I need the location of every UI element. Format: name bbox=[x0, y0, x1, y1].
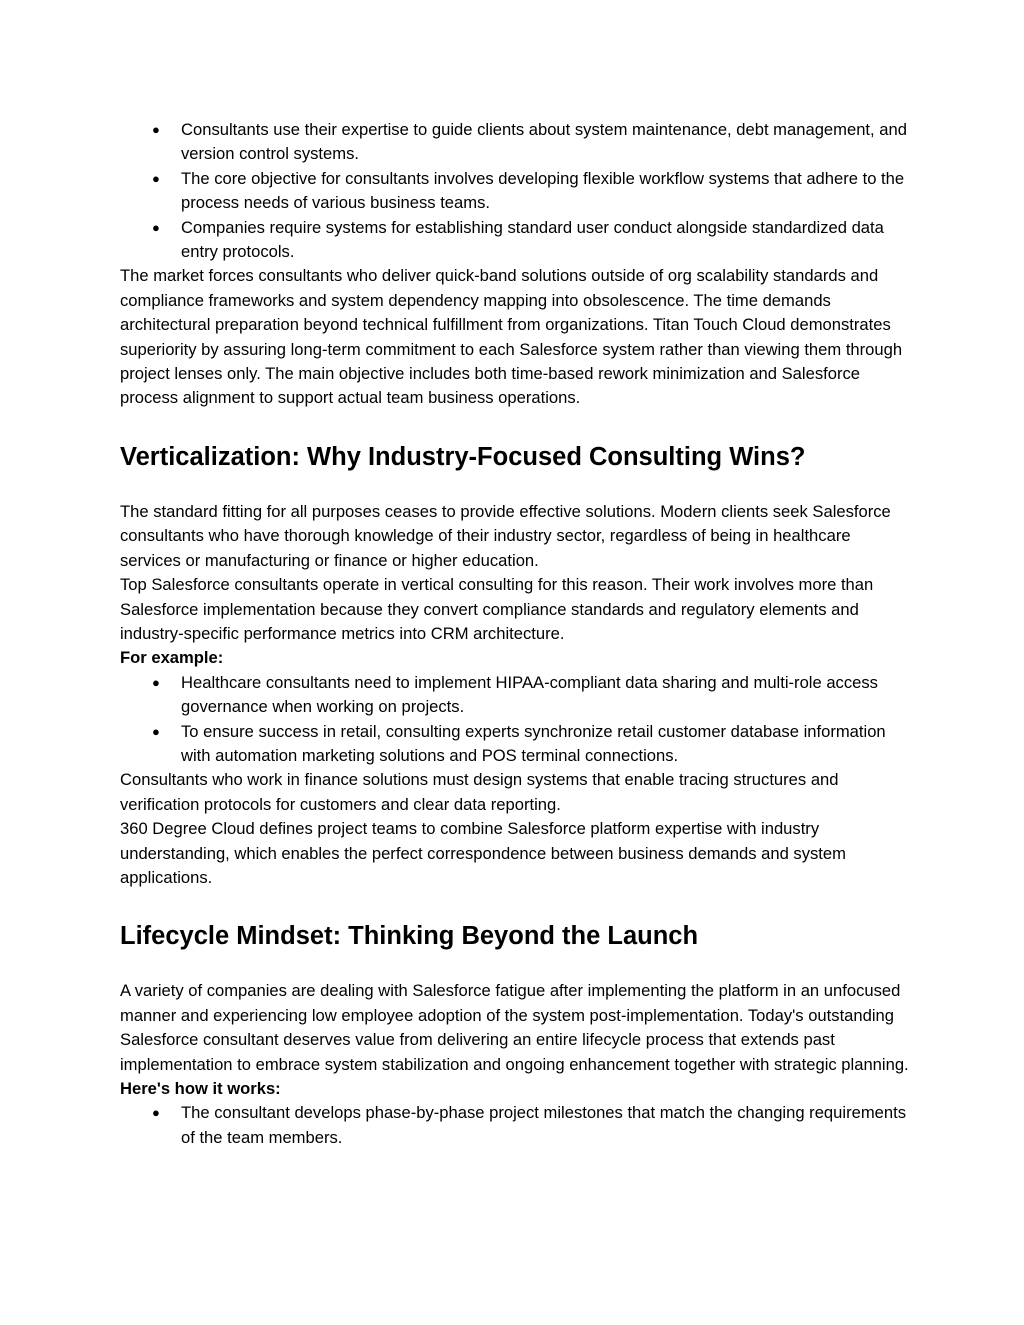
verticalization-paragraph-2: Top Salesforce consultants operate in vertical consulting for this reason. Their work involves more than Salesforce implementation because they convert compliance standards and regulatory elements and industry-specific performance metrics into CRM architecture. bbox=[120, 575, 874, 643]
verticalization-paragraph-3: Consultants who work in finance solutions must design systems that enable tracing structures and verification protocols for customers and clear data reporting. bbox=[120, 770, 839, 814]
list-item-text: Consultants use their expertise to guide clients about system maintenance, debt management, and version control systems. bbox=[181, 120, 907, 164]
list-item bbox=[120, 216, 910, 265]
list-item-text: Companies require systems for establishing standard user conduct alongside standardized data entry protocols. bbox=[181, 217, 884, 262]
bullet-icon: ● bbox=[152, 723, 160, 739]
for-example-label: For example: bbox=[120, 648, 224, 668]
list-item-text: The core objective for consultants involves developing flexible workflow systems that adhere to the process needs of various business teams. bbox=[181, 168, 905, 213]
how-it-works-label: Here's how it works: bbox=[120, 1079, 281, 1098]
list-item bbox=[120, 720, 910, 769]
bullet-icon: ● bbox=[152, 219, 160, 235]
verticalization-paragraph-1: The standard fitting for all purposes ceases to provide effective solutions. Modern clients seek Salesforce consultants who have thorough knowledge of their industry sector, regardless of being in healthcare services or manufacturing or finance or higher education. bbox=[120, 501, 891, 570]
document-page bbox=[120, 118, 910, 1150]
list-item bbox=[120, 167, 910, 216]
verticalization-paragraph-4: 360 Degree Cloud defines project teams to combine Salesforce platform expertise with industry understanding, which enables the perfect correspondence between business demands and system applications. bbox=[120, 819, 846, 887]
bullet-icon: ● bbox=[152, 674, 160, 690]
list-item-text: To ensure success in retail, consulting experts synchronize retail customer database information with automation marketing solutions and POS terminal connections. bbox=[181, 721, 886, 765]
lifecycle-paragraph-1: A variety of companies are dealing with Salesforce fatigue after implementing the platform in an unfocused manner and experiencing low employee adoption of the system post-implementation. Today's outstanding Salesforce consultant deserves value from delivering an entire lifecycle process that extends past implementation to embrace system stabilization and ongoing enhancement together with strategic planning. bbox=[120, 981, 909, 1074]
intro-paragraph: The market forces consultants who deliver quick-band solutions outside of org scalability standards and compliance frameworks and system dependency mapping into obsolescence. The time demands architectural preparation beyond technical fulfillment from organizations. Titan Touch Cloud demonstrates superiority by assuring long-term commitment to each Salesforce system rather than viewing them through project lenses only. The main objective includes both time-based rework minimization and Salesforce process alignment to support actual team business operations. bbox=[120, 266, 903, 408]
list-item bbox=[120, 1101, 910, 1150]
bullet-icon: ● bbox=[152, 122, 160, 137]
section-heading-verticalization: Verticalization: Why Industry-Focused Consulting Wins? bbox=[120, 442, 806, 471]
list-item bbox=[120, 118, 910, 167]
bullet-icon: ● bbox=[152, 170, 160, 186]
verticalization-bullet-list bbox=[120, 671, 910, 769]
intro-bullet-list bbox=[120, 118, 910, 264]
lifecycle-bullet-list bbox=[120, 1101, 910, 1150]
bullet-icon: ● bbox=[152, 1105, 160, 1121]
list-item bbox=[120, 671, 910, 720]
list-item-text: Healthcare consultants need to implement HIPAA-compliant data sharing and multi-role access governance when working on projects. bbox=[181, 672, 878, 717]
list-item-text: The consultant develops phase-by-phase project milestones that match the changing requirements of the team members. bbox=[181, 1103, 907, 1147]
section-heading-lifecycle: Lifecycle Mindset: Thinking Beyond the Launch bbox=[120, 922, 699, 951]
